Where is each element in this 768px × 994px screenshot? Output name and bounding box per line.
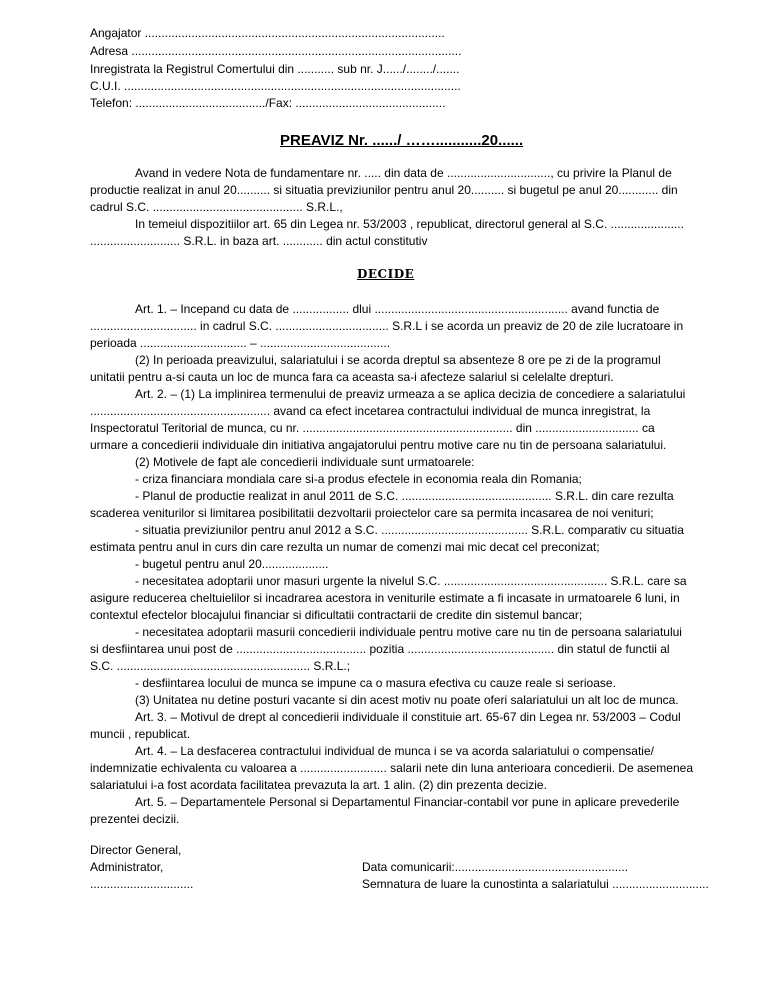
signature-line: ...............................: [90, 877, 194, 891]
body-line: asigure reducerea cheltuielilor si incadrarea acestora in veniturile estimate a fi incasate in urmatoarele 6 luni, in: [90, 591, 680, 605]
body-line: - necesitatea adoptarii masurii concedierii individuale pentru motive care nu tin de persoana salariatului: [135, 625, 682, 639]
body-line: - Planul de productie realizat in anul 2011 de S.C. ............................................. S.R.L. din care rezulta: [135, 489, 674, 503]
body-line: (2) In perioada preavizului, salariatului i se acorda dreptul sa absenteze 8 ore pe zi de la programul: [135, 353, 661, 367]
communication-date: Data comunicarii:....................................................: [362, 860, 629, 874]
body-line: si desfiintarea unui post de ....................................... pozitia ............................................ din statul de functii al: [90, 642, 670, 656]
intro-line: productie realizat in anul 20.......... si situatia previziunilor pentru anul 20.......... si bugetul pe anul 20............ din: [90, 183, 678, 197]
body-line: - situatia previziunilor pentru anul 2012 a S.C. ............................................ S.R.L. comparativ cu situatia: [135, 523, 684, 537]
body-line: estimata pentru anul in curs din care rezulta un numar de comenzi mai mic decat cel preconizat;: [90, 540, 600, 554]
body-line: Art. 3. – Motivul de drept al concedierii individuale il constituie art. 65-67 din Legea nr. 53/2003 – Codul: [135, 710, 681, 724]
intro-line: Avand in vedere Nota de fundamentare nr. ..... din data de ..............................., cu privire la Planul de: [135, 166, 672, 180]
body-line: indemnizatie echivalenta cu valoarea a .......................... salarii nete din luna anterioara concedierii. De asemenea: [90, 761, 693, 775]
body-line: salariatului i-a fost acordata facilitatea prevazuta la art. 1 alin. (2) din prezenta decizie.: [90, 778, 547, 792]
cui-line: C.U.I. .....................................................................................................: [90, 79, 461, 93]
body-line: (3) Unitatea nu detine posturi vacante si din acest motiv nu poate oferi salariatului un alt loc de munca.: [135, 693, 679, 707]
intro-line: In temeiul dispozitiilor art. 65 din Legea nr. 53/2003 , republicat, directorul general al S.C. ......................: [135, 217, 684, 231]
employee-signature: Semnatura de luare la cunostinta a salariatului .............................: [362, 877, 709, 891]
body-line: ................................ in cadrul S.C. .................................. S.R.L i se acorda un preaviz de 20 de zile lucratoare in: [90, 319, 684, 333]
phone-fax-line: Telefon: ......................................./Fax: .............................................: [90, 96, 446, 110]
decide-heading: DECIDE: [357, 267, 415, 281]
intro-line: ........................... S.R.L. in baza art. ............ din actul constitutiv: [90, 234, 428, 248]
body-line: (2) Motivele de fapt ale concedierii individuale sunt urmatoarele:: [135, 455, 475, 469]
body-line: perioada ................................ – .......................................: [90, 336, 391, 350]
registry-line: Inregistrata la Registrul Comertului din ........... sub nr. J....../......../.......: [90, 62, 460, 76]
employer-line: Angajator ..........................................................................................: [90, 26, 445, 40]
body-line: - criza financiara mondiala care si-a produs efectele in economia reala din Romania;: [135, 472, 582, 486]
body-line: Inspectoratul Teritorial de munca, cu nr. ............................................................... din ............................... ca: [90, 421, 655, 435]
body-line: Art. 4. – La desfacerea contractului individual de munca i se va acorda salariatului o compensatie/: [135, 744, 654, 758]
body-line: prezentei decizii.: [90, 812, 180, 826]
body-line: Art. 1. – Incepand cu data de ................. dlui .......................................................... avand functia de: [135, 302, 660, 316]
body-line: S.C. .......................................................... S.R.L.;: [90, 659, 351, 673]
body-line: ...................................................... avand ca efect incetarea contractului individual de munca inregistrat, la: [90, 404, 651, 418]
body-line: - bugetul pentru anul 20....................: [135, 557, 329, 571]
intro-line: cadrul S.C. ............................................. S.R.L.,: [90, 200, 343, 214]
body-line: Art. 5. – Departamentele Personal si Departamentul Financiar-contabil vor pune in aplicare prevederile: [135, 795, 680, 809]
body-line: urmare a concedierii individuale din initiativa angajatorului pentru motive care nu tin de persoana salariatului.: [90, 438, 667, 452]
body-line: muncii , republicat.: [90, 727, 191, 741]
body-line: - desfiintarea locului de munca se impune ca o masura efectiva cu cauze reale si serioase.: [135, 676, 616, 690]
body-line: - necesitatea adoptarii unor masuri urgente la nivelul S.C. ................................................. S.R.L. care sa: [135, 574, 687, 588]
body-line: Art. 2. – (1) La implinirea termenului de preaviz urmeaza a se aplica decizia de concediere a salariatului: [135, 387, 686, 401]
body-line: unitatii pentru a-si cauta un loc de munca fara ca aceasta sa-i afecteze salariul si celelalte drepturi.: [90, 370, 614, 384]
body-line: contextul efectelor blocajului financiar si dificultatii contractarii de credite din sistemul bancar;: [90, 608, 583, 622]
body-line: scaderea veniturilor si limitarea posibilitatii dezvoltarii proiectelor care sa permita incasarea de noi venituri;: [90, 506, 654, 520]
administrator-label: Administrator,: [90, 860, 164, 874]
document-title: PREAVIZ Nr. ....../ ……...........20......: [280, 132, 524, 149]
director-label: Director General,: [90, 843, 182, 857]
address-line: Adresa ...................................................................................................: [90, 44, 462, 58]
